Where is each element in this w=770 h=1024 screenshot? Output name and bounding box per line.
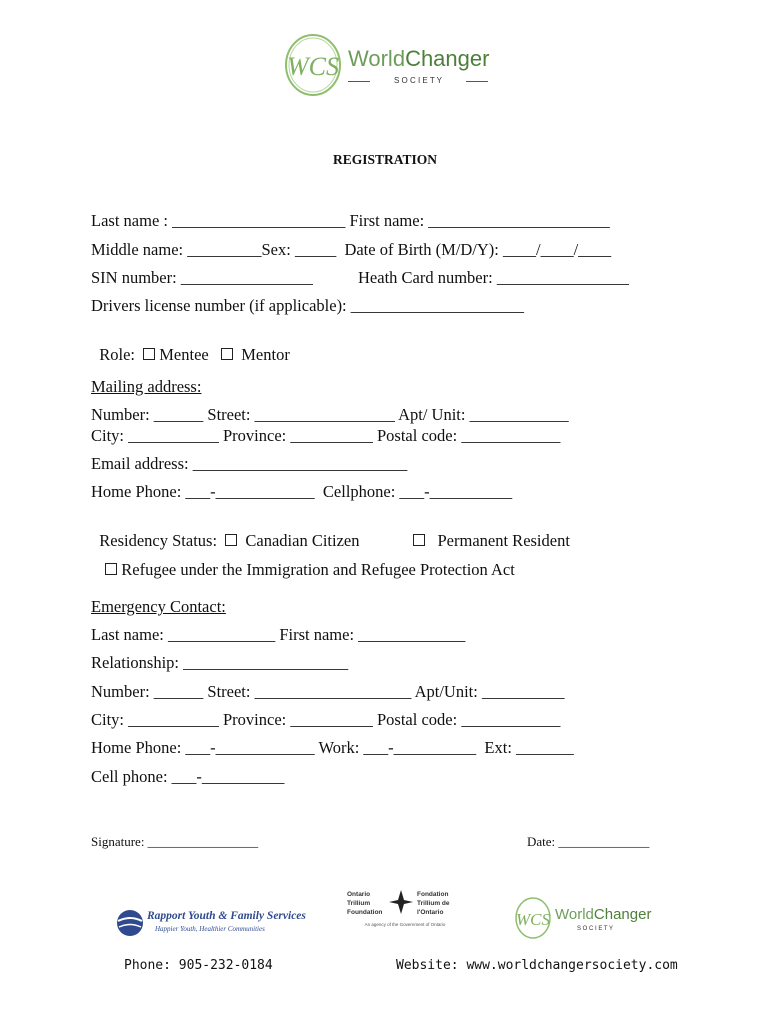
- rapport-tagline: Happier Youth, Healthier Communities: [155, 925, 265, 933]
- footer-logo-world: World: [555, 906, 594, 923]
- footer-phone: Phone: 905-232-0184: [124, 958, 273, 973]
- refugee-label: Refugee under the Immigration and Refugee Protection Act: [121, 560, 515, 579]
- permanent-resident-label: Permanent Resident: [437, 531, 570, 550]
- logo-society: S O C I E T Y: [393, 76, 443, 85]
- header-logo: [282, 32, 492, 102]
- wcs-emblem: [282, 32, 344, 98]
- mentor-label: Mentor: [241, 345, 290, 364]
- mailing-street-line: Number: ______ Street: _________________ Apt/ Unit: ____________: [91, 405, 569, 424]
- role-line: [91, 325, 290, 365]
- refugee-option: [97, 540, 515, 580]
- logo-word-world: World: [348, 46, 406, 71]
- otf-note: An agency of the Government of Ontario: [364, 922, 446, 927]
- middle-name-line: Middle name: _________Sex: _____ Date of Birth (M/D/Y): ____/____/____: [91, 240, 612, 259]
- role-label: Role:: [99, 345, 135, 364]
- emergency-street-line: Number: ______ Street: ___________________ Apt/Unit: __________: [91, 682, 565, 701]
- svg-text:WCS: WCS: [287, 52, 339, 81]
- mailing-city-line: City: ___________ Province: __________ Postal code: ____________: [91, 426, 561, 445]
- trillium-icon: [387, 888, 415, 916]
- footer-wcs-logo: [513, 896, 653, 942]
- page-title: REGISTRATION: [332, 152, 438, 167]
- otf-en: Ontario Trillium Foundation: [347, 891, 383, 916]
- email-line: Email address: __________________________: [91, 454, 408, 473]
- cell-phone-line: Cell phone: ___-__________: [91, 767, 285, 786]
- otf-fr: Fondation Trillium de l'Ontario: [417, 891, 450, 916]
- logo-word-changer: Changer: [405, 46, 490, 71]
- mentee-checkbox[interactable]: [143, 348, 155, 360]
- footer-logo-society: S O C I E T Y: [577, 926, 614, 932]
- sin-line: SIN number: ________________: [91, 268, 313, 287]
- trillium-logo: [345, 886, 457, 934]
- footer-website[interactable]: Website: www.worldchangersociety.com: [396, 958, 678, 973]
- emergency-phone-line: Home Phone: ___-____________ Work: ___-__________ Ext: _______: [91, 738, 574, 757]
- rapport-name: Rapport Youth & Family Services: [147, 910, 306, 922]
- canadian-citizen-label: Canadian Citizen: [245, 531, 360, 550]
- signature-line: Signature: _________________: [91, 834, 259, 849]
- rapport-logo: [115, 906, 315, 942]
- health-card-line: Heath Card number: ________________: [358, 268, 629, 287]
- emergency-contact-heading: Emergency Contact:: [91, 597, 226, 616]
- drivers-license-line: Drivers license number (if applicable): _____________________: [91, 296, 525, 315]
- name-line: Last name : _____________________ First name: ______________________: [91, 211, 610, 230]
- svg-text:WCS: WCS: [516, 910, 550, 929]
- emergency-city-line: City: ___________ Province: __________ Postal code: ____________: [91, 710, 561, 729]
- mailing-address-heading: Mailing address:: [91, 377, 202, 396]
- rapport-globe-icon: [115, 908, 145, 938]
- refugee-checkbox[interactable]: [105, 563, 117, 575]
- mentee-label: Mentee: [159, 345, 209, 364]
- date-line: Date: ______________: [527, 834, 650, 849]
- residency-label: Residency Status:: [99, 531, 218, 550]
- relationship-line: Relationship: ____________________: [91, 653, 349, 672]
- mentor-checkbox[interactable]: [221, 348, 233, 360]
- wcs-emblem-small: [513, 896, 553, 940]
- phone-line: Home Phone: ___-____________ Cellphone: ___-__________: [91, 482, 513, 501]
- emergency-name-line: Last name: _____________ First name: _____________: [91, 625, 466, 644]
- footer-logo-changer: Changer: [593, 906, 652, 923]
